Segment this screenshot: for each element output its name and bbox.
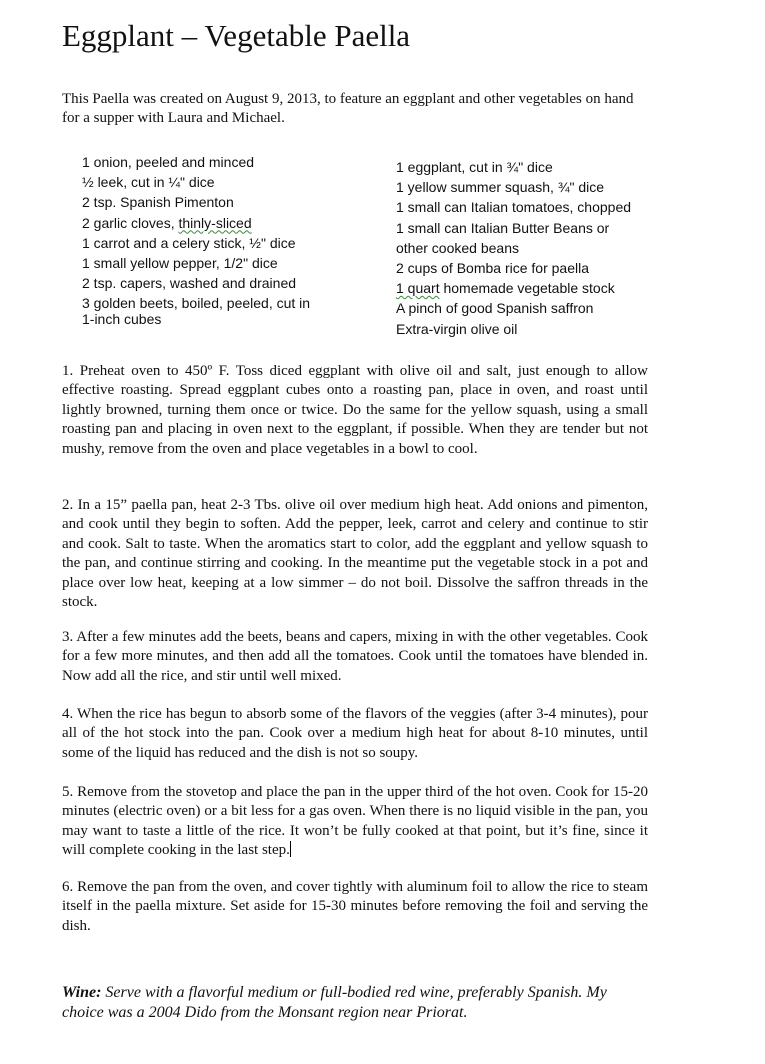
- ingredients-left-column: [82, 152, 332, 327]
- ingredient-item: 1 small can Italian Butter Beans or other cooked beans: [396, 219, 610, 256]
- recipe-title: Eggplant – Vegetable Paella: [62, 18, 411, 53]
- step-5-text: 5. Remove from the stovetop and place the pan in the upper third of the hot oven. Cook for 15-20 minutes (electric oven) or a bit less for a gas oven. When there is no liquid visible in the pan, you may want to taste a little of the rice. It won’t be fully cooked at that point, but it’s fine, since it will complete cooking in the last step.: [62, 784, 648, 859]
- ingredient-item: 1 carrot and a celery stick, ½" dice: [82, 234, 296, 251]
- ingredient-item: 2 tsp. Spanish Pimenton: [82, 194, 234, 211]
- ingredient-text: 2 garlic cloves,: [82, 214, 179, 231]
- spellcheck-underlined-word[interactable]: 1 quart: [396, 280, 440, 297]
- ingredient-item: [396, 278, 666, 298]
- ingredient-item: Extra-virgin olive oil: [396, 320, 518, 337]
- ingredients-right-column: [396, 157, 666, 339]
- ingredient-item: 1 small can Italian tomatoes, chopped: [396, 199, 632, 216]
- wine-text: Serve with a flavorful medium or full-bodied red wine, preferably Spanish. My choice was a 2004 Dido from the Monsant region near Priorat.: [62, 984, 607, 1021]
- step-5: [62, 783, 648, 861]
- ingredient-item: 2 cups of Bomba rice for paella: [396, 260, 589, 277]
- spellcheck-underlined-word[interactable]: thinly-sliced: [178, 214, 252, 231]
- ingredient-item: 1 yellow summer squash, ¾" dice: [396, 179, 605, 196]
- ingredient-item: A pinch of good Spanish saffron: [396, 300, 594, 317]
- wine-label: Wine:: [62, 984, 102, 1001]
- step-2: 2. In a 15” paella pan, heat 2-3 Tbs. olive oil over medium high heat. Add onions and pimenton, and cook until they begin to soften. Add the pepper, leek, carrot and celery and continue to stir and cook. Salt to taste. When the aromatics start to color, add the eggplant and yellow squash to the pan, and continue stirring and cooking. In the meantime put the vegetable stock in a pot and place over low heat, keeping at a low simmer – do not boil. Dissolve the saffron threads in the stock.: [62, 497, 648, 611]
- wine-note: [62, 983, 648, 1022]
- step-6: 6. Remove the pan from the oven, and cover tightly with aluminum foil to allow the rice to steam itself in the paella mixture. Set aside for 15-30 minutes before removing the foil and serving the dish.: [62, 879, 648, 934]
- intro-paragraph: This Paella was created on August 9, 2013, to feature an eggplant and other vegetables on hand for a supper with Laura and Michael.: [62, 91, 634, 127]
- ingredient-item: 1 onion, peeled and minced: [82, 154, 255, 170]
- ingredient-item: 3 golden beets, boiled, peeled, cut in 1-inch cubes: [82, 295, 311, 328]
- ingredient-item: ½ leek, cut in ¼" dice: [82, 174, 215, 191]
- step-4: 4. When the rice has begun to absorb some of the flavors of the veggies (after 3-4 minutes), pour all of the hot stock into the pan. Cook over a medium high heat for about 8-10 minutes, until some of the liquid has reduced and the dish is not so soupy.: [62, 706, 648, 761]
- step-3: 3. After a few minutes add the beets, beans and capers, mixing in with the other vegetables. Cook for a few more minutes, and then add all the tomatoes. Cook until the tomatoes have blended in. Now add all the rice, and stir until well mixed.: [62, 629, 648, 684]
- ingredient-item: 1 small yellow pepper, 1/2" dice: [82, 255, 278, 272]
- ingredient-item: 2 tsp. capers, washed and drained: [82, 275, 297, 292]
- ingredient-text: homemade vegetable stock: [439, 280, 615, 297]
- ingredient-item: [82, 213, 332, 233]
- text-cursor: [290, 841, 291, 857]
- step-1: 1. Preheat oven to 450º F. Toss diced eggplant with olive oil and salt, just enough to allow effective roasting. Spread eggplant cubes onto a roasting pan, place in oven, and roast until lightly browned, turning them once or twice. Do the same for the yellow squash, using a small roasting pan and placing in oven next to the eggplant, if possible. When they are tender but not mushy, remove from the oven and place vegetables in a bowl to cool.: [62, 363, 648, 457]
- ingredient-item: 1 eggplant, cut in ¾" dice: [396, 159, 553, 175]
